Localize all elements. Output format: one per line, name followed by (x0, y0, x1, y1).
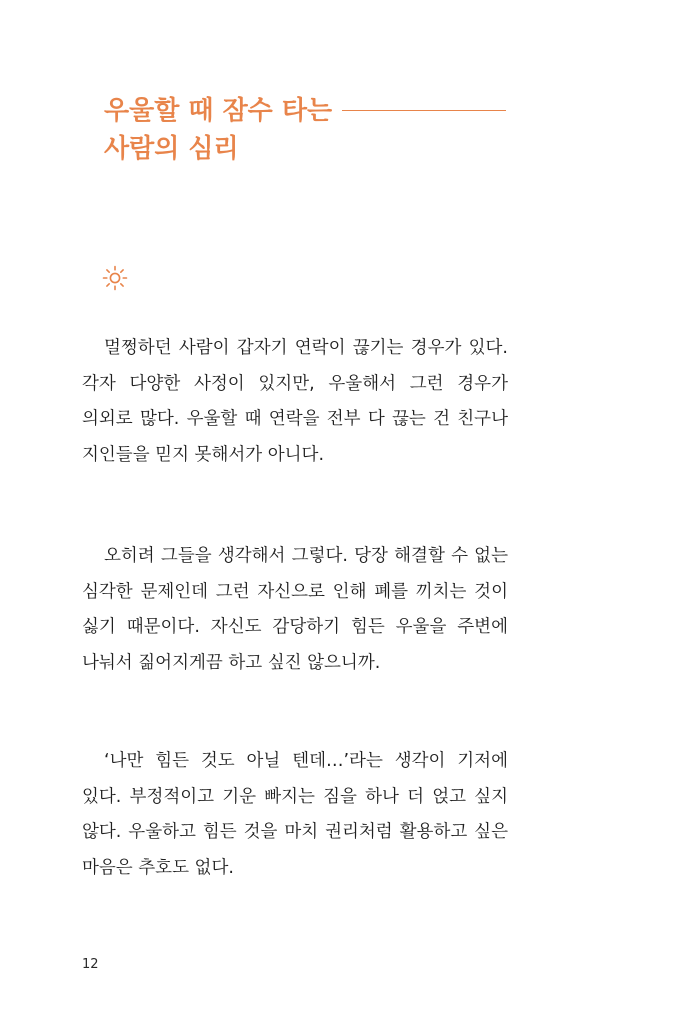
chapter-title (104, 92, 332, 168)
sun-icon (101, 264, 129, 292)
body-paragraph-2: 오히려 그들을 생각해서 그렇다. 당장 해결할 수 없는 심각한 문제인데 그런 자신으로 인해 폐를 끼치는 것이 싫기 때문이다. 자신도 감당하기 힘든 우울을 주변에 나눠서 짊어지게끔 하고 싶진 않으니까. (82, 546, 508, 673)
chapter-title-line-2: 사람의 심리 (104, 134, 239, 164)
title-rule (342, 110, 506, 111)
page-number: 12 (82, 957, 99, 972)
body-paragraph-1: 멀쩡하던 사람이 갑자기 연락이 끊기는 경우가 있다. 각자 다양한 사정이 있지만, 우울해서 그런 경우가 의외로 많다. 우울할 때 연락을 전부 다 끊는 건 친구나 지인들을 믿지 못해서가 아니다. (82, 338, 508, 465)
body-paragraph-3: ‘나만 힘든 것도 아닐 텐데…’라는 생각이 기저에 있다. 부정적이고 기운 빠지는 짐을 하나 더 얹고 싶지 않다. 우울하고 힘든 것을 마치 권리처럼 활용하고 싶은 마음은 추호도 없다. (82, 751, 508, 878)
chapter-title-line-1: 우울할 때 잠수 타는 (104, 96, 333, 126)
